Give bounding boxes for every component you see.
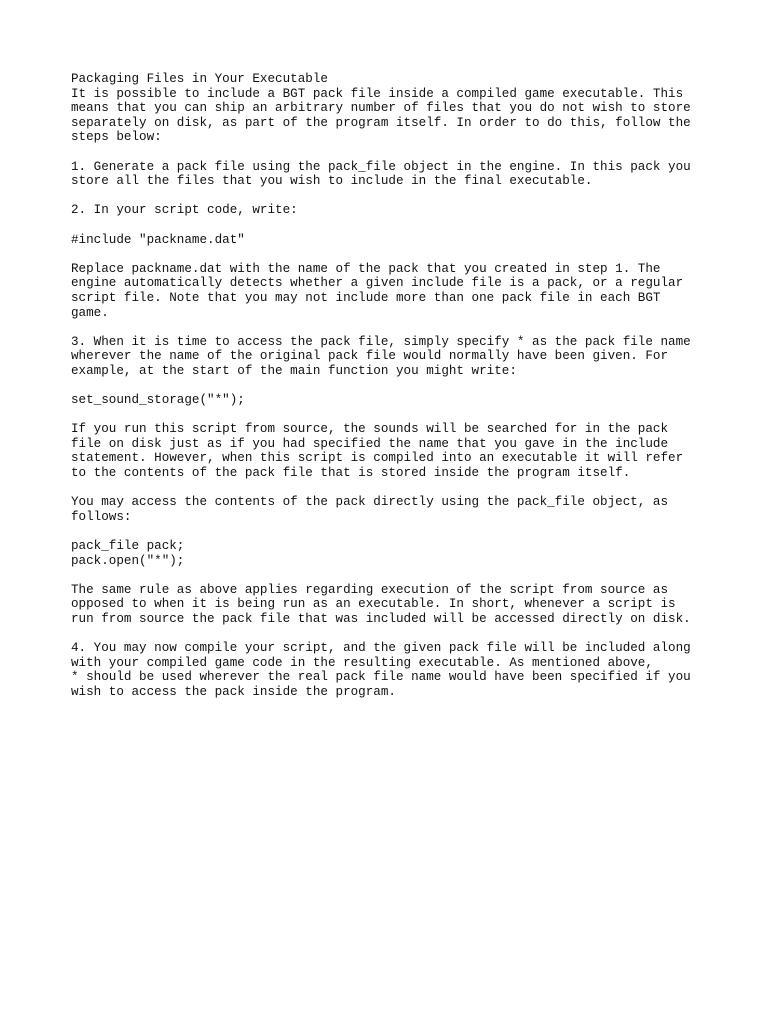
step-4-paragraph: 4. You may now compile your script, and the given pack file will be included along with your compiled game code in the resulting executable. As mentioned above, * should be used wherever the real pack file name would have been specified if you wish to access the pack inside the program. <box>71 641 691 699</box>
run-from-source-paragraph: If you run this script from source, the sounds will be searched for in the pack file on disk just as if you had specified the name that you gave in the include statement. However, when this script is compiled into an executable it will refer to the contents of the pack file that is stored inside the program itself. <box>71 422 684 481</box>
page-title: Packaging Files in Your Executable <box>71 72 328 86</box>
step-3-paragraph: 3. When it is time to access the pack file, simply specify * as the pack file name wherever the name of the original pack file would normally have been given. For example, at the start of the main function you might write: <box>71 334 691 378</box>
title-block <box>71 72 731 145</box>
include-code-line: #include "packname.dat" <box>71 232 245 247</box>
replace-note-paragraph: Replace packname.dat with the name of the pack that you created in step 1. The engine automatically detects whether a given include file is a pack, or a regular script file. Note that you may not include more than one pack file in each BGT game. <box>71 261 684 320</box>
step-2-paragraph: 2. In your script code, write: <box>71 203 298 218</box>
sound-storage-code-line: set_sound_storage("*"); <box>71 393 245 408</box>
document-page <box>71 72 731 714</box>
intro-paragraph: It is possible to include a BGT pack file inside a compiled game executable. This means that you can ship an arbitrary number of files that you do not wish to store separately on disk, as part of the program itself. In order to do this, follow the steps below: <box>71 86 691 145</box>
step-1-paragraph: 1. Generate a pack file using the pack_file object in the engine. In this pack you store all the files that you wish to include in the final executable. <box>71 159 691 189</box>
same-rule-paragraph: The same rule as above applies regarding execution of the script from source as opposed to when it is being run as an executable. In short, whenever a script is run from source the pack file that was included will be accessed directly on disk. <box>71 582 691 626</box>
access-contents-paragraph: You may access the contents of the pack directly using the pack_file object, as follows: <box>71 495 669 524</box>
pack-file-code-block: pack_file pack; pack.open("*"); <box>71 539 185 568</box>
